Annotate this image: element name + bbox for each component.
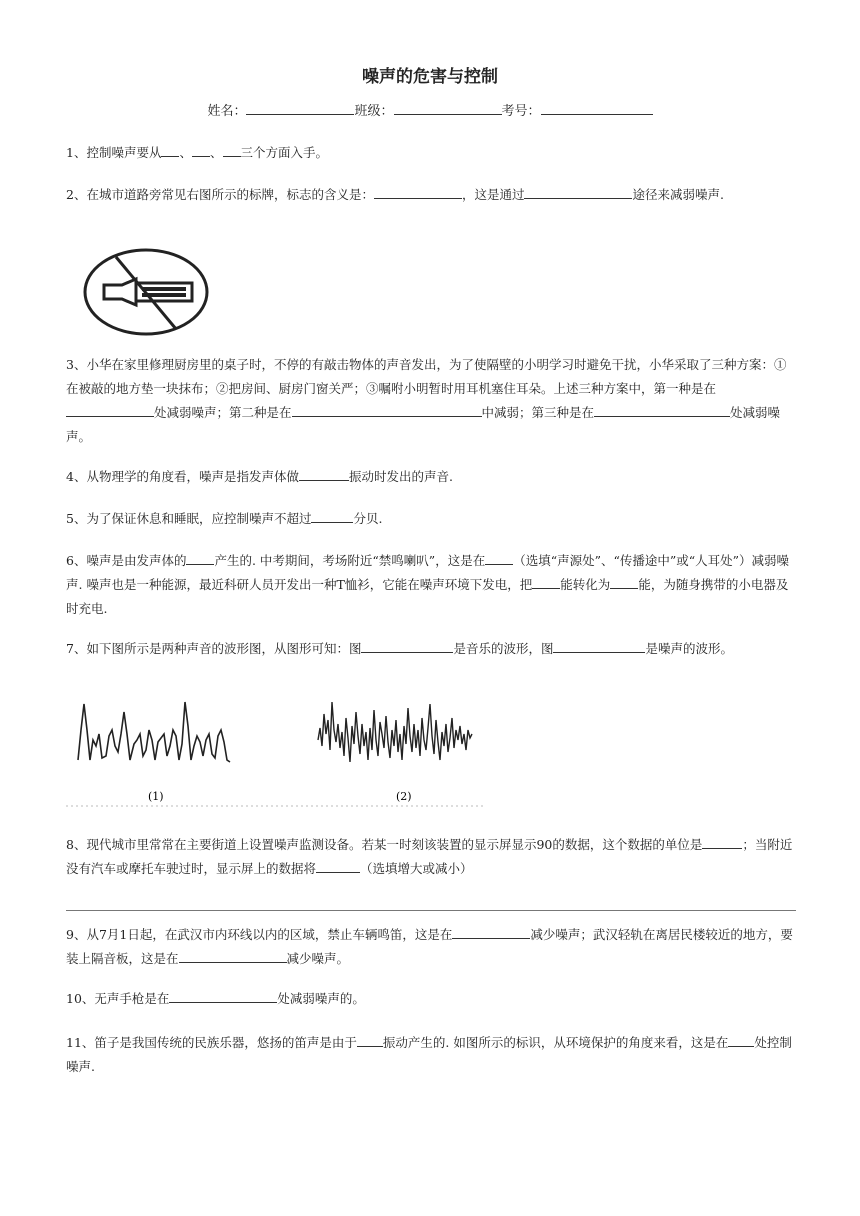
no-horn-sign-icon	[82, 247, 210, 337]
q10-text: 10、无声手枪是在	[66, 991, 170, 1006]
section-divider	[66, 910, 796, 911]
q11-blank-2[interactable]	[728, 1033, 754, 1047]
name-label: 姓名：	[207, 104, 247, 119]
q8-text: （选填增大或减小）	[360, 861, 473, 876]
q8-text: ；当附近没有汽车或摩托车驶过时，显示屏上的数据将	[66, 837, 793, 876]
noise-waveform	[318, 702, 472, 762]
question-5	[66, 507, 796, 531]
q3-text: 处减弱噪声；第二种是在	[154, 405, 292, 420]
q11-text: 11、笛子是我国传统的民族乐器，悠扬的笛声是由于	[66, 1035, 357, 1050]
q10-blank[interactable]	[169, 989, 277, 1003]
q5-blank[interactable]	[311, 509, 353, 523]
q6-text: （选填“声源处”、“传播途中”或“人耳处”）减弱噪声. 噪声也是一种能源，最近科研人员开发出一种T恤衫，它能在噪声环境下发电，把	[66, 553, 790, 592]
q3-blank-1[interactable]	[66, 403, 154, 417]
q3-blank-3[interactable]	[594, 403, 730, 417]
question-4	[66, 465, 796, 489]
q3-text: 处减弱噪声。	[66, 405, 781, 444]
q5-text: 5、为了保证休息和睡眠，应控制噪声不超过	[66, 511, 312, 526]
waveform-figure	[66, 690, 496, 810]
q1-text: 1、控制噪声要从	[66, 145, 162, 160]
q3-text: 中减弱；第三种是在	[481, 405, 595, 420]
waveform-label-2: (2)	[396, 790, 412, 803]
q1-blank-2[interactable]	[192, 143, 210, 157]
q2-blank-2[interactable]	[524, 185, 632, 199]
q6-blank-1[interactable]	[186, 551, 214, 565]
question-1	[66, 141, 796, 165]
question-6	[66, 549, 796, 621]
class-label: 班级：	[354, 104, 394, 119]
q11-text: 振动产生的. 如图所示的标识，从环境保护的角度来看，这是在	[382, 1035, 729, 1050]
number-label: 考号：	[501, 104, 541, 119]
question-10	[66, 987, 796, 1011]
q6-text: 6、噪声是由发声体的	[66, 553, 187, 568]
q1-sep: 、	[179, 145, 192, 160]
question-9	[66, 923, 796, 971]
q8-text: 8、现代城市里常常在主要街道上设置噪声监测设备。若某一时刻该装置的显示屏显示90的数据，这个数据的单位是	[66, 837, 703, 852]
q7-text: 7、如下图所示是两种声音的波形图，从图形可知：图	[66, 641, 362, 656]
q6-text: 能转化为	[560, 577, 611, 592]
q4-text: 4、从物理学的角度看，噪声是指发声体做	[66, 469, 299, 484]
q4-blank[interactable]	[299, 467, 349, 481]
q3-blank-2[interactable]	[292, 403, 482, 417]
question-7	[66, 637, 796, 661]
q1-blank-1[interactable]	[161, 143, 179, 157]
q2-text: 2、在城市道路旁常见右图所示的标牌，标志的含义是：	[66, 187, 374, 202]
student-info-line	[0, 100, 860, 119]
class-blank[interactable]	[394, 101, 502, 115]
q2-blank-1[interactable]	[374, 185, 462, 199]
q1-text: 三个方面入手。	[240, 145, 329, 160]
q7-text: 是噪声的波形。	[645, 641, 733, 656]
q5-text: 分贝.	[353, 511, 383, 526]
question-8	[66, 833, 796, 881]
q1-sep: 、	[209, 145, 223, 160]
q7-blank-2[interactable]	[553, 639, 645, 653]
question-2	[66, 183, 796, 207]
question-11	[66, 1031, 796, 1079]
name-blank[interactable]	[246, 101, 354, 115]
q1-blank-3[interactable]	[223, 143, 241, 157]
q3-text: 3、小华在家里修理厨房里的桌子时，不停的有敲击物体的声音发出，为了使隔壁的小明学习时避免干扰，小华采取了三种方案：①在被敲的地方垫一块抹布；②把房间、厨房门窗关严；③嘱咐小明暂时用耳机塞住耳朵。上述三种方案中，第一种是在	[66, 357, 787, 396]
q6-blank-2[interactable]	[485, 551, 513, 565]
q6-text: 产生的. 中考期间，考场附近“禁鸣喇叭”，这是在	[214, 553, 486, 568]
q11-text: 处控制噪声.	[66, 1035, 792, 1074]
q8-blank-2[interactable]	[316, 859, 360, 873]
q10-text: 处减弱噪声的。	[277, 991, 365, 1006]
number-blank[interactable]	[541, 101, 653, 115]
q9-text: 减少噪声。	[286, 951, 350, 966]
waveform-label-1: (1)	[148, 790, 164, 803]
question-3	[66, 353, 796, 449]
q7-text: 是音乐的波形，图	[453, 641, 554, 656]
q9-blank-1[interactable]	[452, 925, 530, 939]
q9-text: 减少噪声；武汉轻轨在离居民楼较近的地方，要装上隔音板，这是在	[66, 927, 793, 966]
q2-text: ，这是通过	[461, 187, 525, 202]
q9-blank-2[interactable]	[179, 949, 287, 963]
page-title: 噪声的危害与控制	[362, 67, 498, 87]
q9-text: 9、从7月1日起，在武汉市内环线以内的区域，禁止车辆鸣笛，这是在	[66, 927, 453, 942]
q7-blank-1[interactable]	[361, 639, 453, 653]
q2-text: 途径来减弱噪声.	[632, 187, 724, 202]
q4-text: 振动时发出的声音.	[348, 469, 453, 484]
q6-blank-3[interactable]	[532, 575, 560, 589]
q11-blank-1[interactable]	[357, 1033, 383, 1047]
q6-blank-4[interactable]	[610, 575, 638, 589]
music-waveform	[78, 702, 230, 762]
q8-blank-1[interactable]	[702, 835, 742, 849]
q6-text: 能，为随身携带的小电器及时充电.	[66, 577, 789, 616]
